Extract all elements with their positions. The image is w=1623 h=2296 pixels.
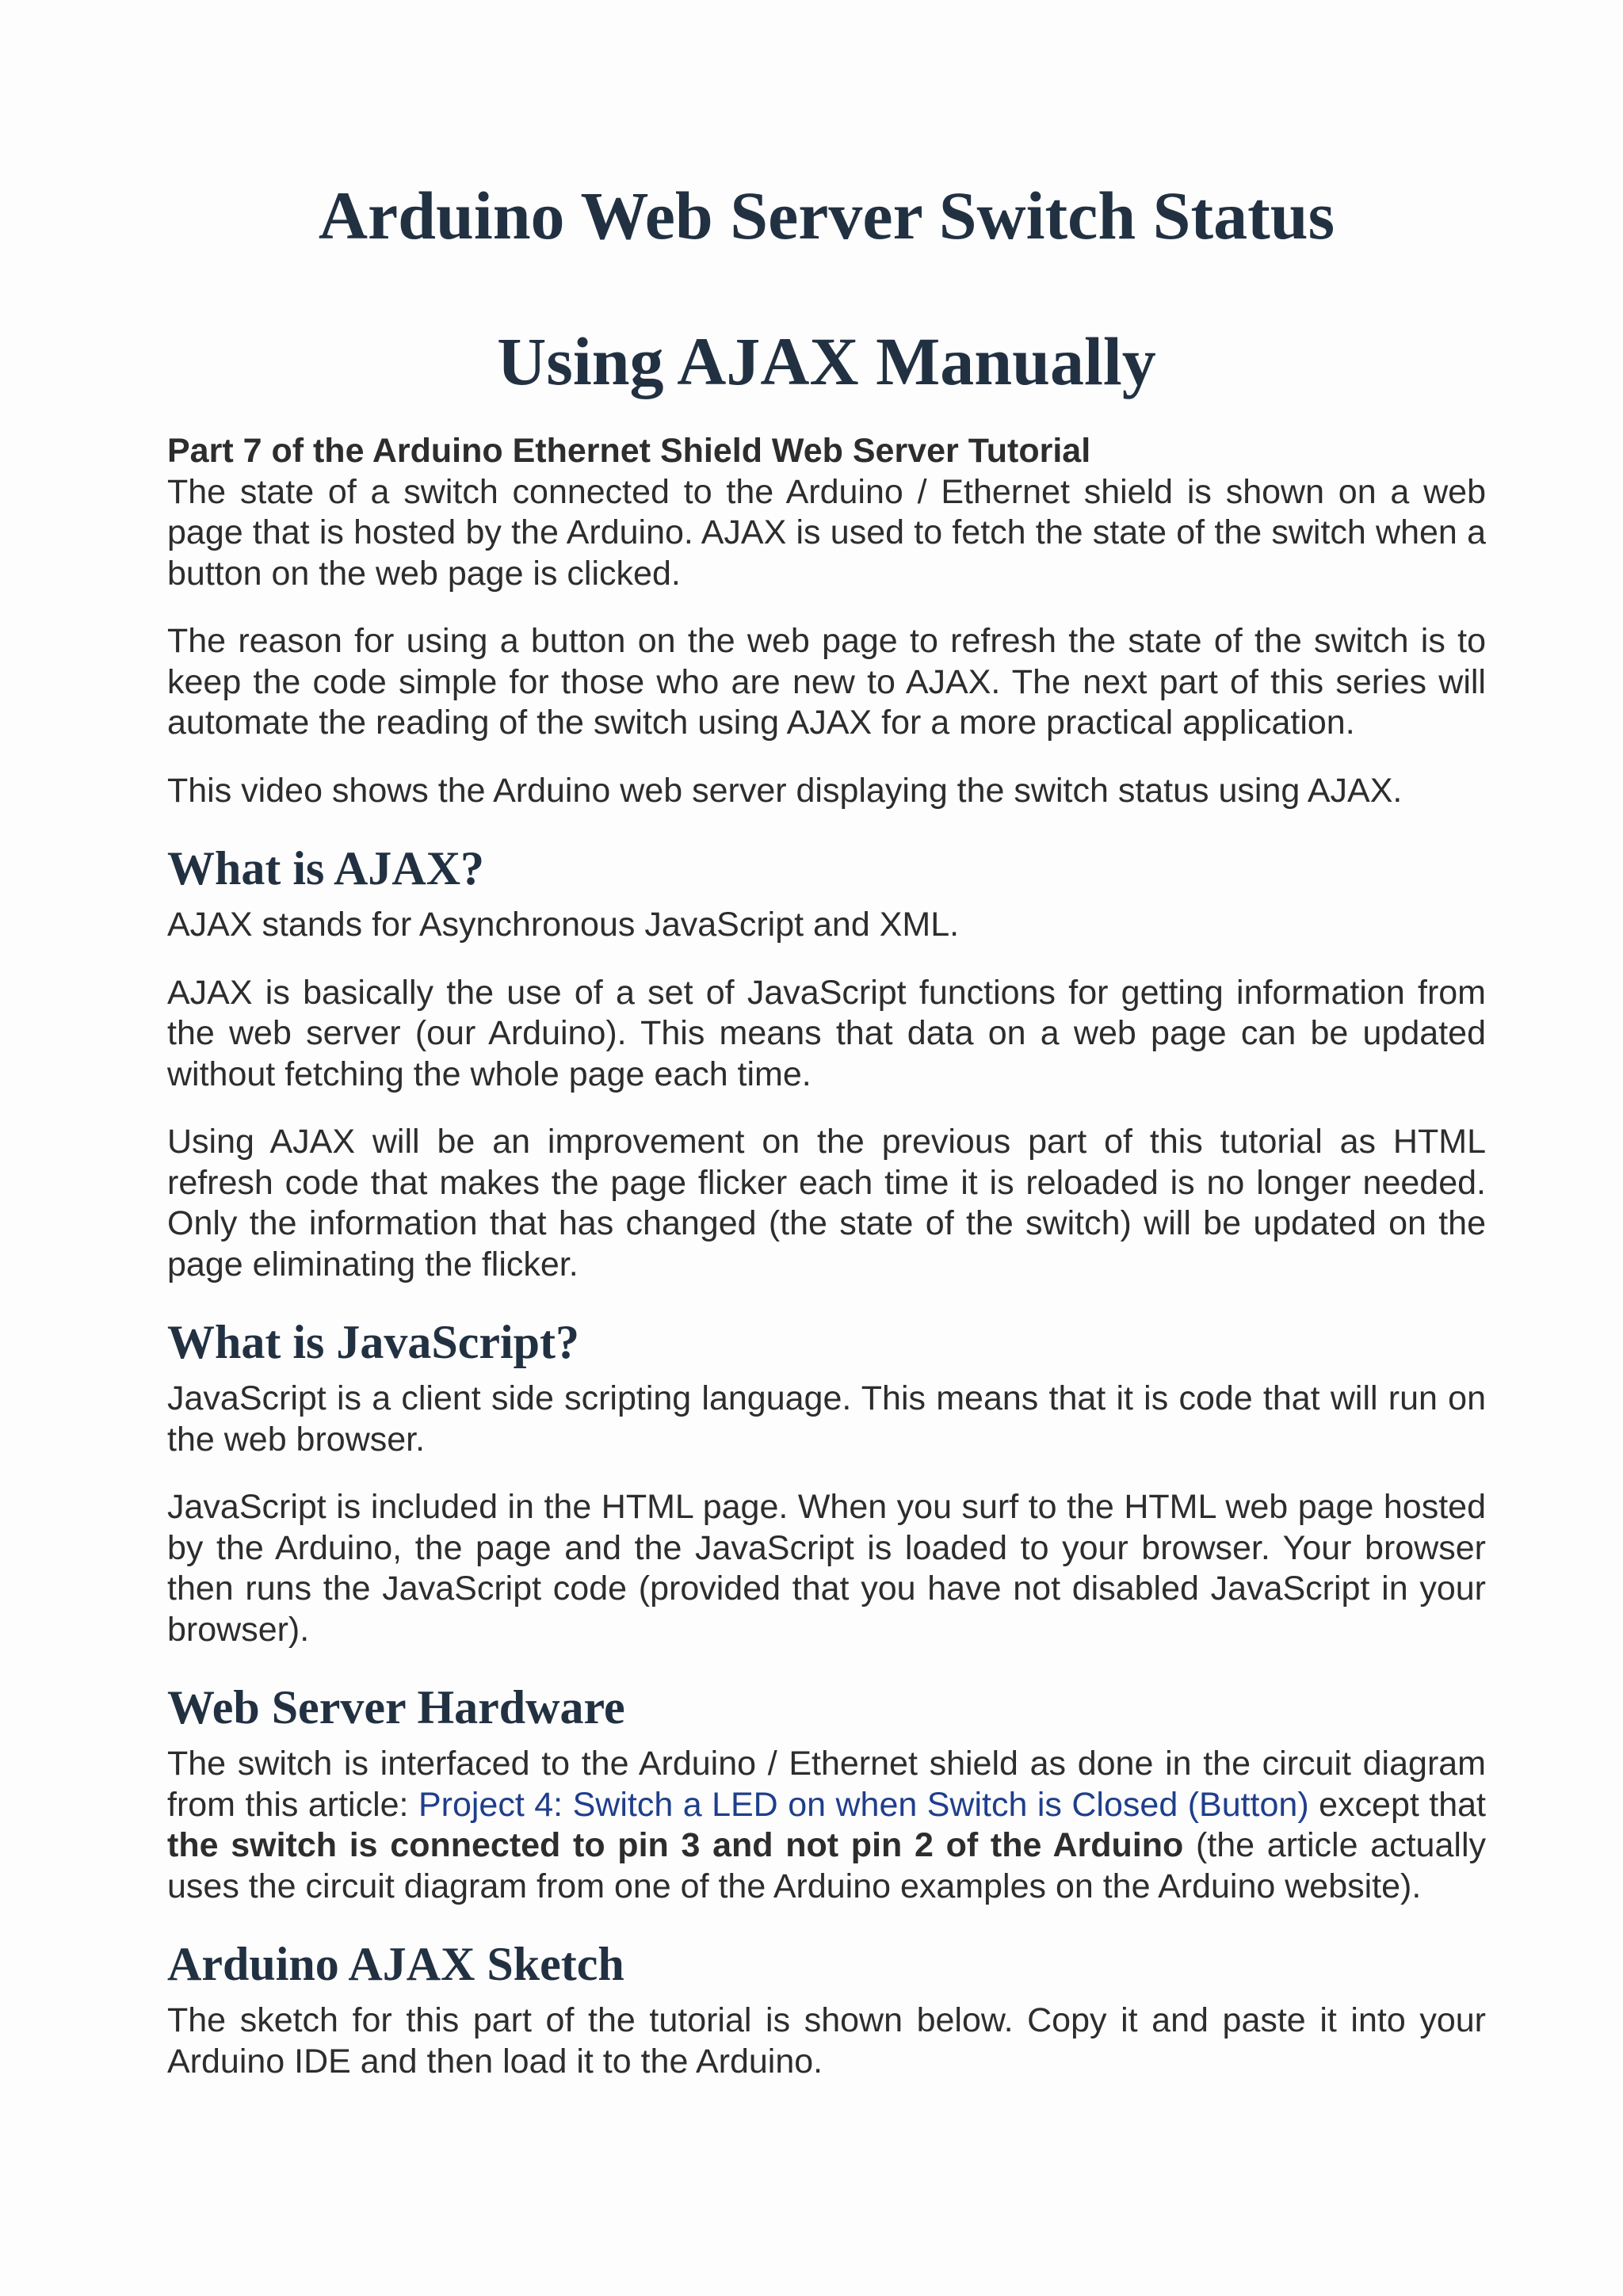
intro-paragraph-3: This video shows the Arduino web server displaying the switch status using AJAX.	[167, 771, 1403, 810]
javascript-heading: What is JavaScript?	[167, 1316, 580, 1368]
document-page	[167, 179, 1486, 2082]
sketch-heading: Arduino AJAX Sketch	[167, 1938, 624, 1990]
intro-section	[167, 472, 1486, 812]
subtitle: Part 7 of the Arduino Ethernet Shield Web Server Tutorial	[167, 432, 1091, 470]
ajax-heading: What is AJAX?	[167, 842, 485, 894]
hardware-bold-note: the switch is connected to pin 3 and not pin 2 of the Arduino	[167, 1826, 1184, 1864]
ajax-paragraph-2: AJAX is basically the use of a set of JavaScript functions for getting information from the web server (our Arduino). This means that data on a web page can be updated without fetching the whole page each time.	[167, 973, 1486, 1093]
page-title-line-1: Arduino Web Server Switch Status	[318, 177, 1335, 254]
ajax-section	[167, 843, 1486, 1285]
project-4-link[interactable]: Project 4: Switch a LED on when Switch is Closed (Button)	[418, 1785, 1309, 1824]
hardware-paragraph	[167, 1744, 1486, 1907]
javascript-paragraph-2: JavaScript is included in the HTML page. When you surf to the HTML web page hosted by the Arduino, the page and the JavaScript is loaded to your browser. Your browser then runs the JavaScript code (provided that you have not disabled JavaScript in your browser).	[167, 1488, 1486, 1649]
javascript-section	[167, 1317, 1486, 1650]
ajax-paragraph-1: AJAX stands for Asynchronous JavaScript and XML.	[167, 906, 960, 944]
hardware-text-after-link: except that	[1308, 1785, 1486, 1824]
hardware-text-before-link: The switch is interfaced to the Arduino / Ethernet shield as done in the circuit diagram from this article:	[167, 1745, 1486, 1824]
page-title	[167, 179, 1486, 398]
hardware-heading: Web Server Hardware	[167, 1681, 625, 1733]
hardware-section	[167, 1682, 1486, 1907]
javascript-paragraph-1: JavaScript is a client side scripting language. This means that it is code that will run on the web browser.	[167, 1379, 1486, 1459]
sketch-section	[167, 1939, 1486, 2082]
intro-paragraph-2: The reason for using a button on the web page to refresh the state of the switch is to keep the code simple for those who are new to AJAX. The next part of this series will automate the reading of the switch using AJAX for a more practical application.	[167, 622, 1486, 742]
sketch-paragraph-1: The sketch for this part of the tutorial is shown below. Copy it and paste it into your Arduino IDE and then load it to the Arduino.	[167, 2001, 1486, 2081]
intro-paragraph-1: The state of a switch connected to the Arduino / Ethernet shield is shown on a web page that is hosted by the Arduino. AJAX is used to fetch the state of the switch when a button on the web page is clicked.	[167, 472, 1486, 593]
hardware-text-end: (the article actually uses the circuit diagram from one of the Arduino examples on the Arduino website).	[167, 1826, 1486, 1905]
page-title-line-2: Using AJAX Manually	[497, 323, 1156, 399]
ajax-paragraph-3: Using AJAX will be an improvement on the previous part of this tutorial as HTML refresh code that makes the page flicker each time it is reloaded is no longer needed. Only the information that has changed (the state of the switch) will be updated on the page eliminating the flicker.	[167, 1123, 1486, 1283]
